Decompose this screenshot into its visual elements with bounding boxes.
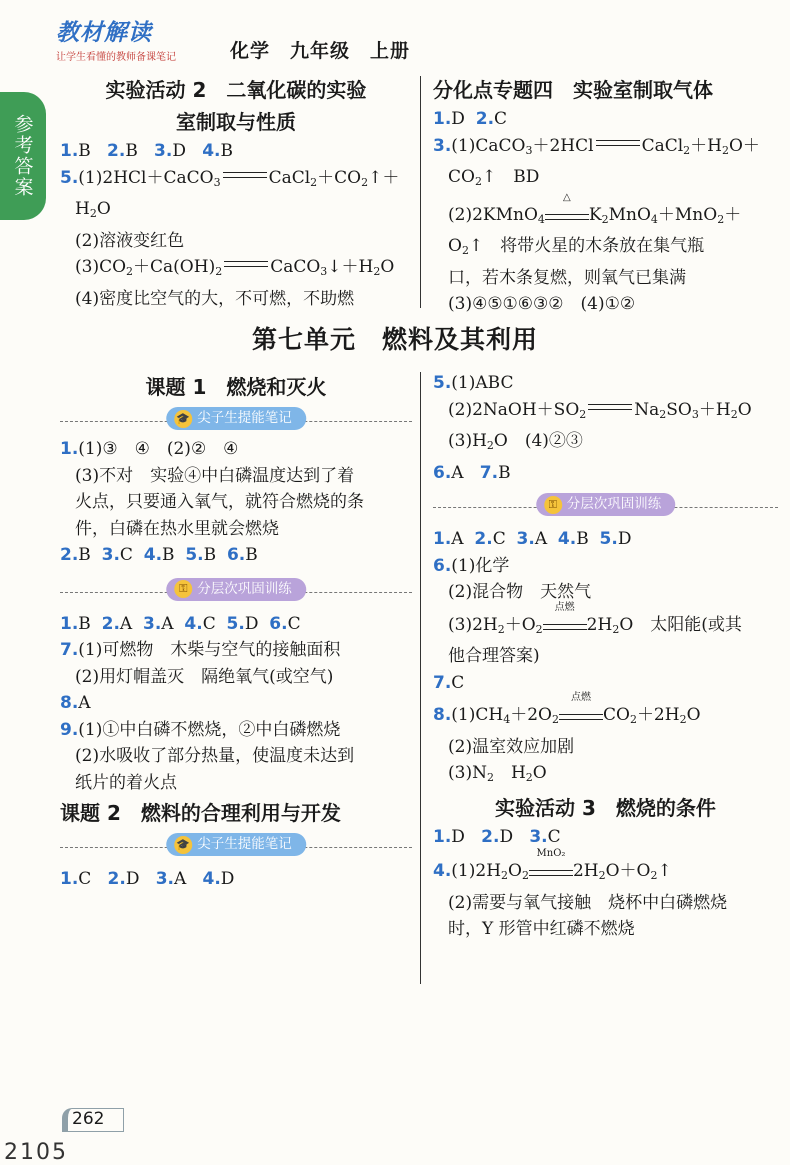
answer-q1-part1: 1.(1)③ ④ (2)② ④: [60, 439, 239, 459]
notes-banner-row-2: [60, 830, 412, 862]
answer-q3-part2: (2)2KMnO$_4$ △ $K_2MnO_4+MnO_2+$: [448, 191, 742, 226]
key-icon: ⚿: [544, 496, 562, 514]
answer-q5-part1: 5.(1)ABC: [433, 373, 514, 393]
answer-q3-part1-cont: $CO_2↑$ BD: [448, 167, 540, 188]
layered-practice-banner: ⚿ 分层次巩固训练: [166, 578, 306, 601]
top-student-notes-banner: 🎓 尖子生提能笔记: [166, 833, 306, 856]
answer-q1-part2: (3)不对 实验④中白磷温度达到了着: [75, 465, 355, 486]
answer-q5-part3: $(3)CO_2+Ca(OH)_2$ $CaCO_3↓+H_2O$: [75, 257, 395, 278]
equals-sign: [596, 140, 640, 146]
answer-q7-part1: 7.(1)可燃物 木柴与空气的接触面积: [60, 640, 341, 660]
ignition-condition-equals: 点燃: [559, 705, 603, 720]
topic-4-section: [433, 74, 778, 318]
answer-q6-part3-cont: 他合理答案): [448, 646, 540, 666]
column-divider-bottom: [420, 372, 421, 984]
key-icon: ⚿: [174, 580, 192, 598]
answer-q3-part2-cont: $O_2↑$ 将带火星的木条放在集气瓶: [448, 236, 705, 257]
answer-q7-part2: (2)用灯帽盖灭 隔绝氧气(或空气): [75, 666, 334, 687]
answer-row: 2.B 3.C 4.B 5.B 6.B: [60, 545, 258, 565]
answer-q6-part3: $(3)2H_2+O_2$ 点燃 $2H_2O$ 太阳能(或其: [448, 601, 742, 636]
practice-banner-row: [60, 575, 412, 607]
answer-a3-q4-part1: $4.(1)2H_2O_2$ MnO₂ $2H_2O+O_2↑$: [433, 848, 672, 882]
graduation-cap-icon: 🎓: [174, 836, 192, 854]
section-heading-continued: 室制取与性质: [176, 110, 296, 134]
answer-q5-part1-cont: $H_2O$: [75, 199, 111, 220]
answer-q5-part4: (4)密度比空气的大，不可燃，不助燃: [75, 288, 355, 309]
equals-sign: [223, 172, 267, 178]
answer-a3-q4-part2-cont: 时，Y 形管中红磷不燃烧: [448, 919, 635, 939]
answer-q5-part2: $(2)2NaOH+SO_2$ $Na_2SO_3+H_2O$: [448, 399, 752, 421]
heat-condition-equals: △: [545, 205, 589, 220]
answer-row: 1.B 2.A 3.A 4.C 5.D 6.C: [60, 613, 301, 634]
answer-q5-part3: $(3)H_2O$ (4)②③: [448, 431, 583, 452]
answer-q6-part1: 6.(1)化学: [433, 555, 510, 576]
answer-q9-part2-cont: 纸片的着火点: [75, 772, 177, 793]
answer-row: 1.C 2.D 3.A 4.D: [60, 869, 235, 889]
page-number: 262: [62, 1108, 132, 1134]
answer-q8-part3: $(3)N_2$ $H_2O$: [448, 763, 547, 784]
answer-q1-part2-cont2: 件，白磷在热水里就会燃烧: [75, 518, 279, 539]
answer-q8: 8.A: [60, 693, 91, 713]
lesson-2-title: 课题 2 燃料的合理利用与开发: [60, 801, 341, 825]
book-slogan: 让学生看懂的教师备课笔记: [56, 52, 176, 63]
lesson-1-title: 课题 1 燃烧和灭火: [145, 375, 327, 399]
unit-title: 第七单元 燃料及其利用: [251, 325, 538, 354]
answer-q6-part2: (2)混合物 天然气: [448, 582, 592, 602]
answer-q9-part1: 9.(1)①中白磷不燃烧，②中白磷燃烧: [60, 719, 341, 740]
layered-practice-banner: ⚿ 分层次巩固训练: [536, 493, 676, 516]
equals-sign: [224, 261, 268, 267]
answer-q9-part2: (2)水吸收了部分热量，使温度未达到: [75, 746, 355, 766]
section-heading: 分化点专题四 实验室制取气体: [433, 78, 713, 102]
answer-q1-part2-cont: 火点，只要通入氧气，就符合燃烧的条: [75, 492, 364, 512]
answer-q8-part1: $8.(1)CH_4+2O_2$ 点燃 $CO_2+2H_2O$: [433, 692, 701, 726]
book-logo: 教材解读: [56, 20, 152, 46]
top-student-notes-banner: 🎓 尖子生提能笔记: [166, 407, 306, 430]
column-divider-top: [420, 76, 421, 308]
handwritten-note: 2105: [4, 1140, 68, 1165]
answer-row: 1.B 2.B 3.D 4.B: [60, 141, 233, 161]
answer-a3-q4-part2: (2)需要与氧气接触 烧杯中白磷燃烧: [448, 892, 728, 913]
answer-q3-part2-cont2: 口，若木条复燃，则氧气已集满: [448, 267, 686, 288]
answer-q3-part1: 3.(1)CaCO$_3$＋2HCl $CaCl_2+H_2O+$: [433, 135, 760, 157]
answer-q5-part1: 5.(1)2HCl＋CaCO$_3$ $CaCl_2+CO_2↑+$: [60, 167, 400, 189]
answer-key-side-tab: 参考答案: [0, 92, 46, 220]
experiment-activity-2-section: [60, 74, 412, 312]
answer-q3-part3: (3)④⑤①⑥③② (4)①②: [448, 294, 636, 314]
section-heading: 实验活动 2 二氧化碳的实验: [105, 78, 367, 102]
catalyst-condition-equals: MnO₂: [529, 861, 573, 876]
practice-banner-row: [433, 490, 778, 522]
equals-sign: [588, 404, 632, 410]
unit-7-left-column: [60, 370, 412, 893]
answer-row: 1.D 2.C: [433, 109, 508, 129]
answer-q5-part2: (2)溶液变红色: [75, 230, 185, 251]
notes-banner-row: [60, 404, 412, 436]
ignition-condition-equals: 点燃: [543, 615, 587, 630]
page-header: [56, 14, 476, 64]
graduation-cap-icon: 🎓: [174, 410, 192, 428]
answer-row: 1.D 2.D 3.C: [433, 826, 561, 847]
unit-7-right-column: [433, 370, 778, 943]
answer-q8-part2: (2)温室效应加剧: [448, 736, 575, 757]
answer-q7: 7.C: [433, 672, 465, 693]
answer-row: 1.A 2.C 3.A 4.B 5.D: [433, 529, 632, 549]
activity-3-title: 实验活动 3 燃烧的条件: [495, 795, 716, 820]
subject-title: 化学 九年级 上册: [230, 40, 411, 62]
answer-row: 6.A 7.B: [433, 462, 511, 483]
